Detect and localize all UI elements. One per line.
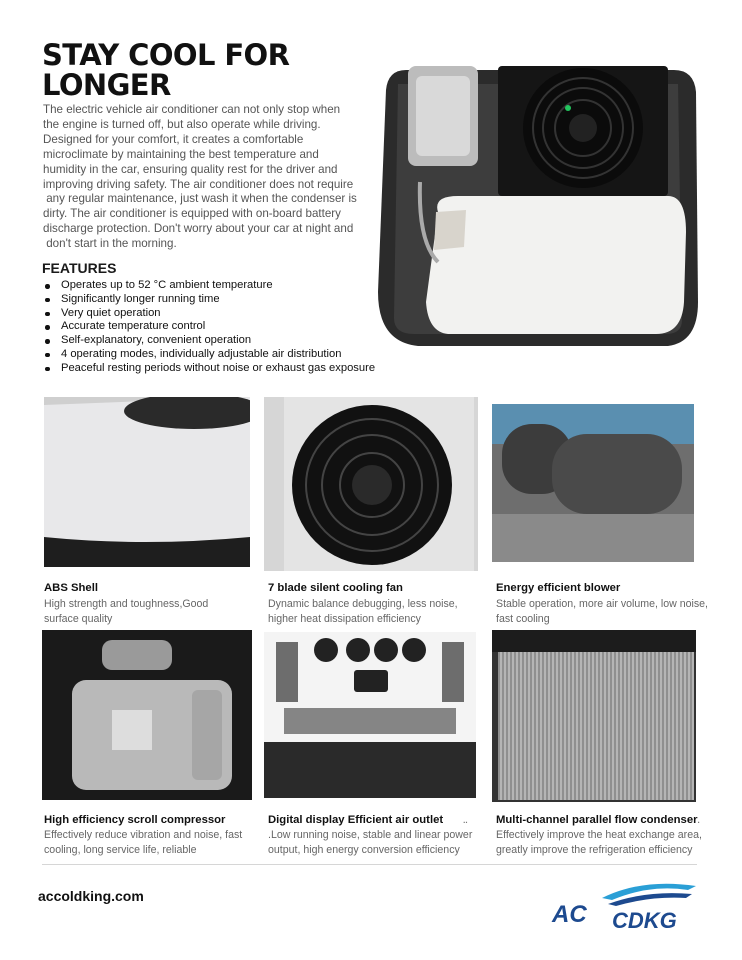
product-desc-line: fast cooling (496, 613, 550, 625)
feature-item: Very quiet operation (44, 307, 375, 321)
product-title (268, 814, 468, 826)
product-desc-line: Stable operation, more air volume, low noise, (496, 598, 708, 610)
product-desc-line: output, high energy conversion efficiency (268, 844, 460, 856)
features-heading: FEATURES (42, 260, 117, 276)
feature-item: Operates up to 52 °C ambient temperature (44, 279, 375, 293)
product-desc-line: Dynamic balance debugging, less noise, (268, 598, 458, 610)
product-desc-line: cooling, long service life, reliable (44, 844, 197, 856)
product-desc-line: Effectively reduce vibration and noise, fast (44, 829, 243, 841)
intro-line: microclimate by maintaining the best temperature and (43, 147, 319, 161)
feature-item: Significantly longer running time (44, 293, 375, 307)
product-title (496, 814, 700, 826)
cooling-fan-photo (264, 397, 478, 571)
hero-product-image (378, 62, 703, 358)
digital-display-outlet-photo (264, 632, 476, 798)
product-desc-line: Effectively improve the heat exchange area, (496, 829, 702, 841)
footer-divider (42, 864, 697, 865)
blower-photo (492, 404, 694, 562)
title-line-2: LONGER (42, 68, 171, 102)
intro-line: humidity in the car, ensuring quality rest for the driver and (43, 162, 338, 176)
intro-line: dirty. The air conditioner is equipped with on-board battery (43, 207, 341, 221)
title-mark: . (697, 816, 700, 825)
page-title (42, 40, 372, 100)
logo-text-cdkg: CDKG (612, 908, 677, 932)
title-line-1: STAY COOL FOR (42, 38, 290, 72)
intro-paragraph (43, 103, 373, 252)
feature-item: Accurate temperature control (44, 320, 375, 334)
features-list (44, 279, 375, 376)
feature-item: Self-explanatory, convenient operation (44, 334, 375, 348)
product-desc (496, 828, 702, 858)
product-desc (496, 597, 708, 627)
product-desc (268, 828, 472, 858)
product-desc-line: greatly improve the refrigeration efficiency (496, 844, 693, 856)
product-desc-line: surface quality (44, 613, 113, 625)
intro-line: improving driving safety. The air conditioner does not require (43, 177, 354, 191)
intro-line: discharge protection. Don't worry about your car at night and (43, 222, 354, 236)
product-title-text: Multi-channel parallel flow condenser (496, 814, 698, 826)
product-desc (44, 828, 242, 858)
intro-line: don't start in the morning. (43, 237, 177, 251)
product-desc-line: higher heat dissipation efficiency (268, 613, 421, 625)
product-desc (268, 597, 458, 627)
website-link[interactable]: accoldking.com (38, 888, 144, 904)
abs-shell-photo (44, 397, 250, 567)
condenser-photo (492, 630, 696, 802)
logo-text-ac: AC (552, 901, 587, 928)
intro-line: any regular maintenance, just wash it when the condenser is (43, 192, 357, 206)
product-title: High efficiency scroll compressor (44, 814, 226, 826)
product-desc-line: .Low running noise, stable and linear power (268, 829, 473, 841)
scroll-compressor-photo (42, 630, 252, 800)
feature-item: 4 operating modes, individually adjustable air distribution (44, 348, 375, 362)
product-title: Energy efficient blower (496, 582, 621, 594)
feature-item: Peaceful resting periods without noise or exhaust gas exposure (44, 362, 375, 376)
intro-line: Designed for your comfort, it creates a comfortable (43, 132, 304, 146)
product-title: ABS Shell (44, 582, 98, 594)
product-desc-line: High strength and toughness,Good (44, 598, 209, 610)
product-title-text: Digital display Efficient air outlet (268, 814, 444, 826)
product-title: 7 blade silent cooling fan (268, 582, 403, 594)
product-desc (44, 597, 208, 627)
brand-logo (550, 876, 700, 932)
intro-line: the engine is turned off, but also operate while driving. (43, 117, 321, 131)
title-mark: .. (463, 816, 468, 825)
intro-line: The electric vehicle air conditioner can not only stop when (43, 103, 341, 116)
